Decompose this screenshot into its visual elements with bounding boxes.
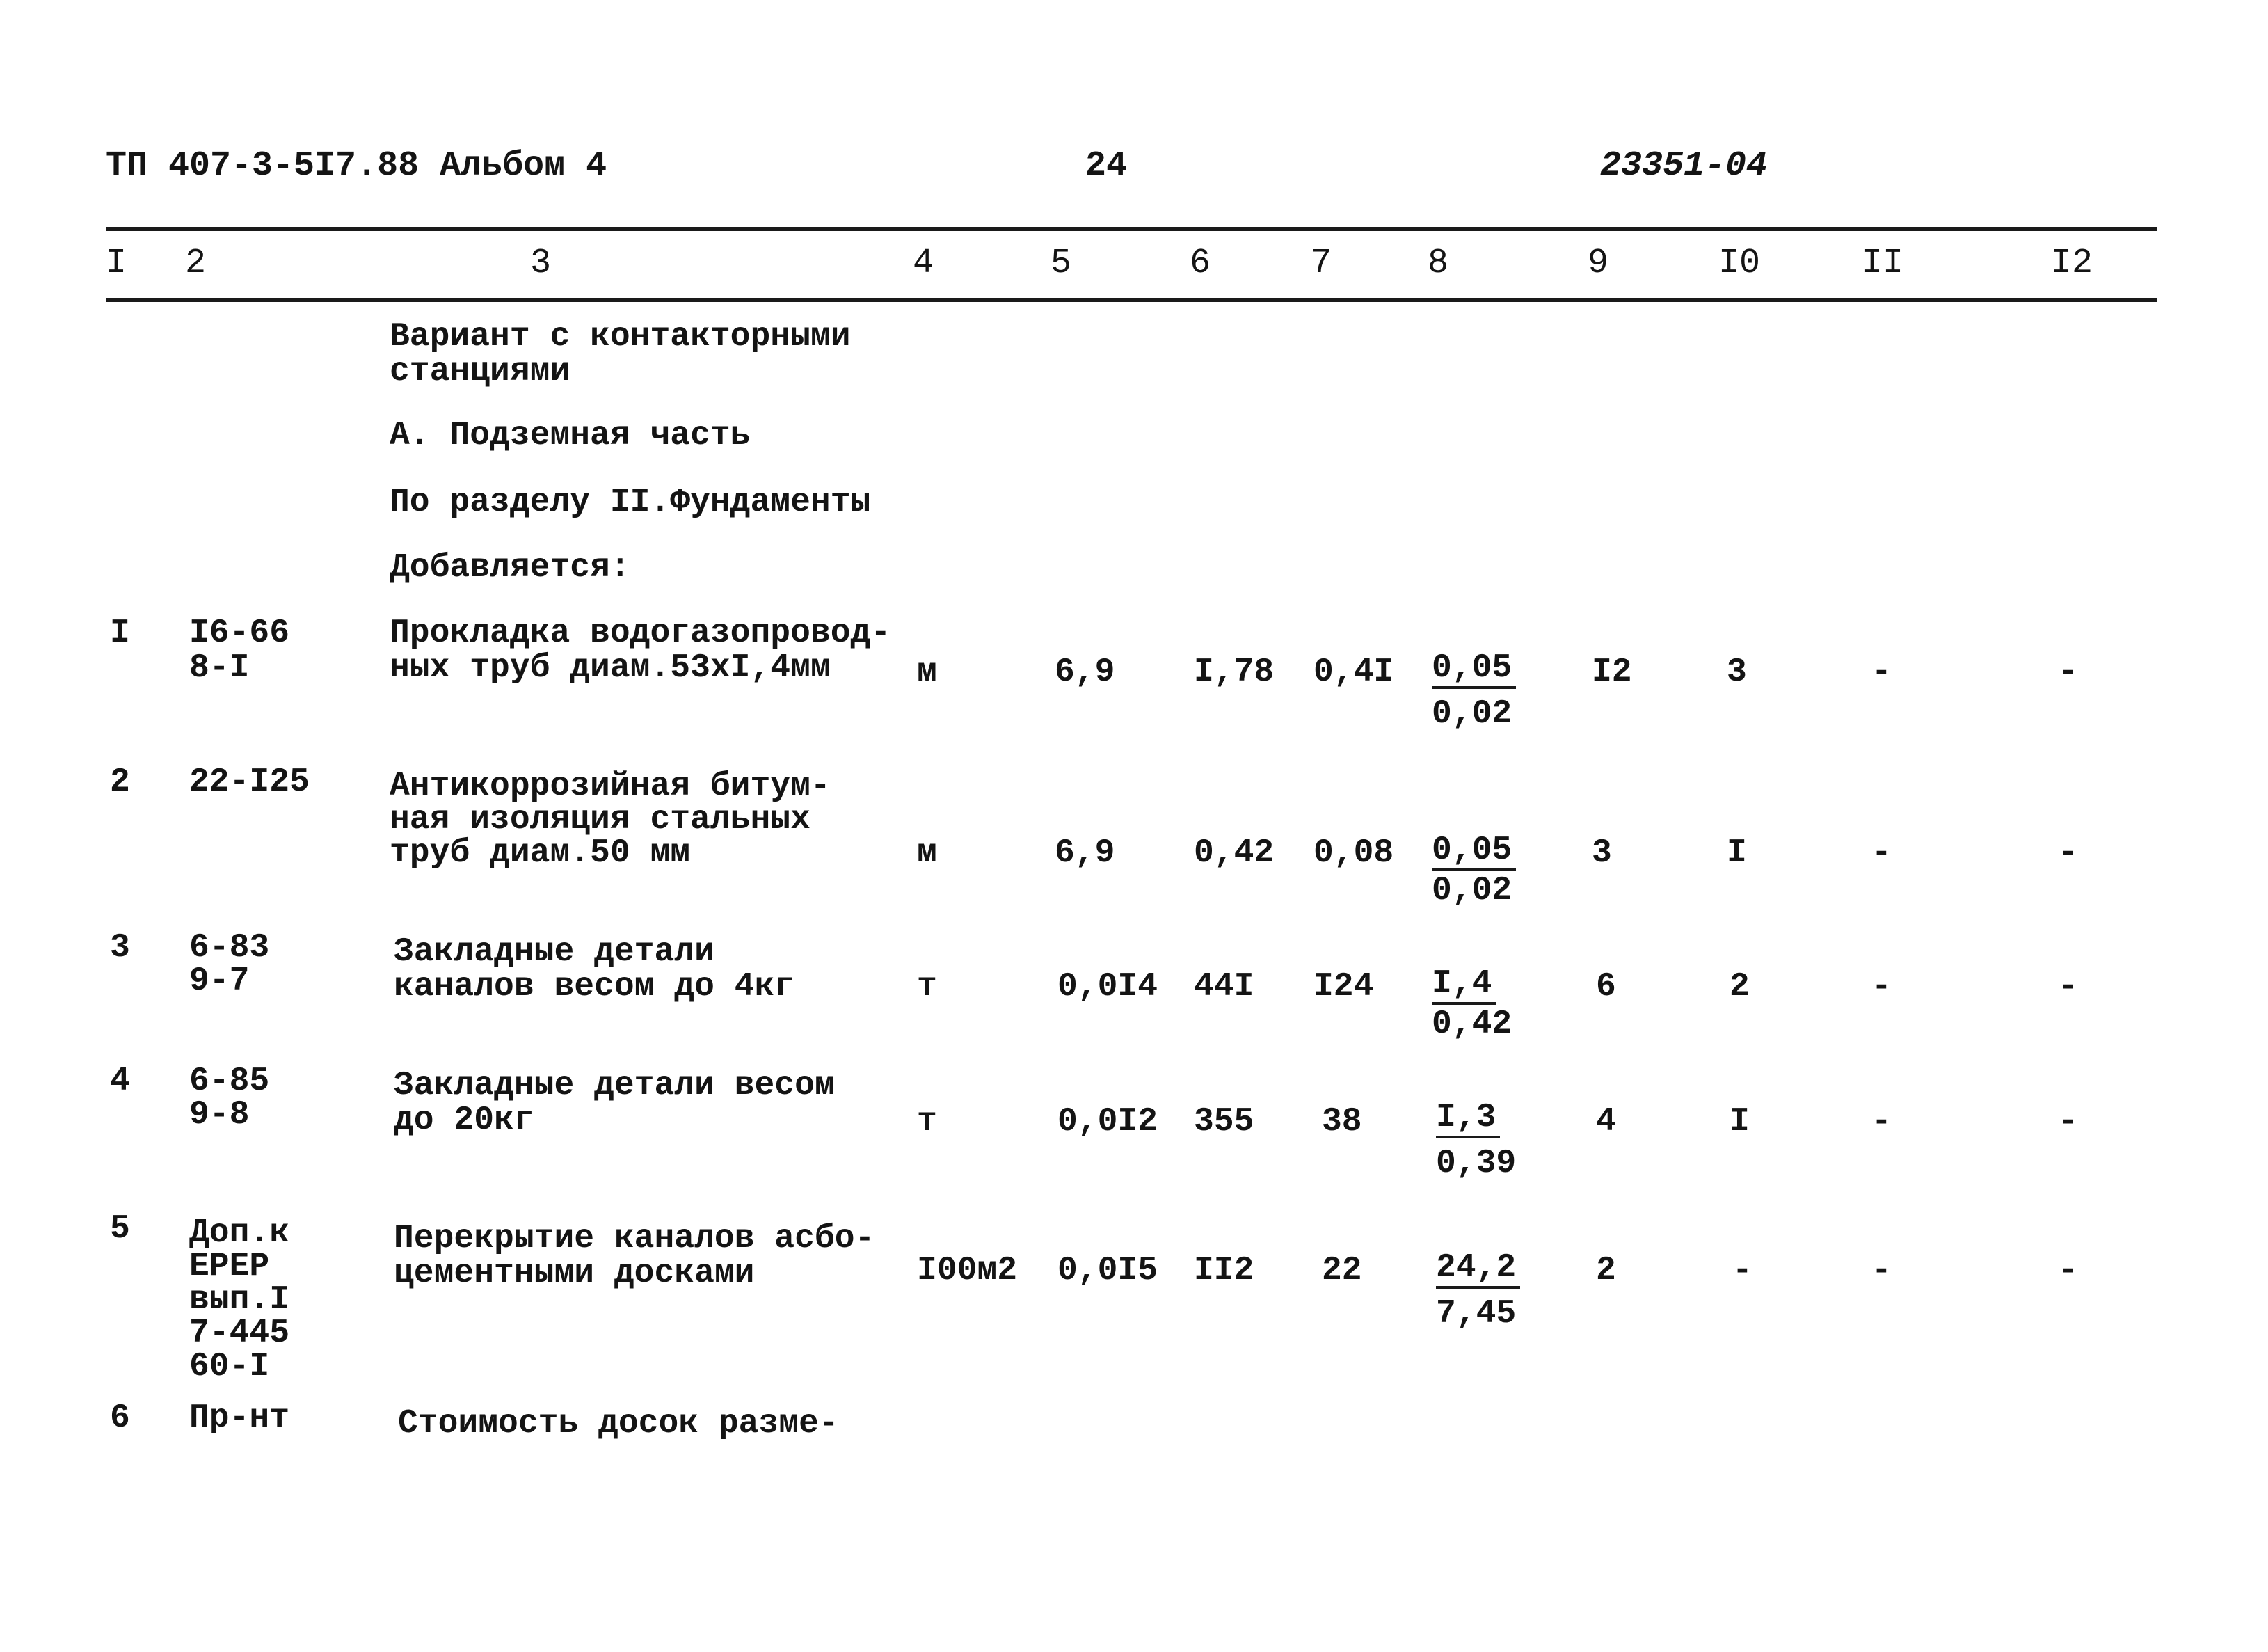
row-col9: I2	[1592, 653, 1632, 691]
row-unit: м	[917, 653, 937, 691]
variant-heading-line1: Вариант с контакторными	[390, 318, 851, 356]
top-rule	[106, 227, 2157, 231]
row-unit: т	[917, 1103, 937, 1141]
row-col8-fraction	[1432, 832, 1516, 910]
row-code-line: 8-I	[189, 649, 250, 687]
row-quantity: 6,9	[1055, 834, 1115, 872]
row-quantity: 0,0I4	[1057, 968, 1158, 1006]
row-code-line: ЕРЕР	[189, 1248, 270, 1285]
row-code-line: Доп.к	[189, 1214, 290, 1252]
header-bottom-rule	[106, 298, 2157, 302]
row-col10: 2	[1730, 968, 1750, 1006]
row-code-line: 6-85	[189, 1063, 270, 1100]
row-code-line: вып.I	[189, 1281, 290, 1319]
row-col7: 0,4I	[1313, 653, 1394, 691]
row-col10: -	[1732, 1252, 1752, 1289]
row-code-line: Пр-нт	[189, 1399, 290, 1437]
row-description-line: каналов весом до 4кг	[394, 968, 795, 1006]
row-unit: м	[917, 834, 937, 872]
col-header-9: 9	[1588, 244, 1609, 283]
col-header-12: I2	[2051, 244, 2093, 283]
row-col11: -	[1871, 1252, 1892, 1289]
fraction-denominator: 0,02	[1432, 695, 1512, 733]
fraction-denominator: 7,45	[1436, 1295, 1517, 1333]
row-col12: -	[2058, 1103, 2078, 1141]
row-quantity: 6,9	[1055, 653, 1115, 691]
row-col7: 22	[1322, 1252, 1362, 1289]
row-col8-fraction	[1432, 966, 1512, 1044]
col-header-2: 2	[185, 244, 207, 283]
col-header-7: 7	[1311, 244, 1332, 283]
row-unit: т	[917, 968, 937, 1006]
row-description-line: ная изоляция стальных	[390, 801, 810, 839]
row-description-line: Прокладка водогазопровод-	[390, 614, 891, 652]
row-col6: I,78	[1194, 653, 1275, 691]
fraction-denominator: 0,02	[1432, 872, 1512, 910]
col-header-6: 6	[1190, 244, 1211, 283]
row-col8-fraction	[1432, 650, 1516, 733]
col-header-10: I0	[1718, 244, 1761, 283]
row-number: 5	[110, 1210, 130, 1248]
row-col12: -	[2058, 968, 2078, 1006]
part-heading: А. Подземная часть	[390, 417, 751, 454]
row-col10: 3	[1727, 653, 1747, 691]
row-description-line: труб диам.50 мм	[390, 834, 691, 872]
row-number: 3	[110, 929, 130, 967]
col-header-11: II	[1862, 244, 1904, 283]
row-col12: -	[2058, 653, 2078, 691]
row-description-line: Стоимость досок разме-	[398, 1405, 839, 1443]
row-col10: I	[1727, 834, 1747, 872]
fraction-denominator: 0,42	[1432, 1006, 1512, 1043]
row-code-line: 22-I25	[189, 763, 310, 801]
row-quantity: 0,0I5	[1057, 1252, 1158, 1289]
row-col9: 4	[1596, 1103, 1616, 1141]
section-heading: По разделу II.Фундаменты	[390, 484, 871, 521]
row-description-line: цементными досками	[394, 1255, 755, 1292]
row-code-line: 6-83	[189, 929, 270, 967]
page-number: 24	[1085, 146, 1128, 186]
added-heading: Добавляется:	[390, 549, 630, 587]
fraction-denominator: 0,39	[1436, 1145, 1517, 1182]
row-description-line: ных труб диам.53хI,4мм	[390, 649, 831, 687]
row-col9: 6	[1596, 968, 1616, 1006]
row-col6: II2	[1194, 1252, 1254, 1289]
row-description-line: Закладные детали весом	[394, 1067, 835, 1104]
col-header-4: 4	[913, 244, 934, 283]
fraction-numerator: I,3	[1436, 1099, 1500, 1138]
row-number: I	[110, 614, 130, 652]
variant-heading-line2: станциями	[390, 353, 570, 390]
row-number: 6	[110, 1399, 130, 1437]
row-description-line: Закладные детали	[394, 933, 714, 971]
fraction-numerator: 0,05	[1432, 832, 1516, 871]
row-description-line: Перекрытие каналов асбо-	[394, 1220, 875, 1257]
row-number: 4	[110, 1063, 130, 1100]
row-col8-fraction	[1436, 1250, 1520, 1333]
row-col7: 38	[1322, 1103, 1362, 1141]
row-code-line: 60-I	[189, 1348, 270, 1385]
row-description-line: Антикоррозийная битум-	[390, 768, 831, 805]
row-unit: I00м2	[917, 1252, 1018, 1289]
row-number: 2	[110, 763, 130, 801]
col-header-5: 5	[1051, 244, 1072, 283]
row-col7: 0,08	[1313, 834, 1394, 872]
col-header-3: 3	[530, 244, 552, 283]
row-col6: 0,42	[1194, 834, 1275, 872]
col-header-8: 8	[1428, 244, 1449, 283]
row-col6: 355	[1194, 1103, 1254, 1141]
row-code-line: 9-8	[189, 1096, 250, 1134]
document-code: 23351-04	[1600, 146, 1768, 186]
row-code-line: I6-66	[189, 614, 290, 652]
row-col11: -	[1871, 653, 1892, 691]
row-col11: -	[1871, 968, 1892, 1006]
row-col7: I24	[1313, 968, 1374, 1006]
row-code-line: 7-445	[189, 1315, 290, 1352]
row-code-line: 9-7	[189, 962, 250, 1000]
row-col9: 2	[1596, 1252, 1616, 1289]
row-col9: 3	[1592, 834, 1612, 872]
fraction-numerator: 0,05	[1432, 650, 1516, 689]
row-col11: -	[1871, 1103, 1892, 1141]
row-col10: I	[1730, 1103, 1750, 1141]
row-col8-fraction	[1436, 1099, 1516, 1183]
row-description-line: до 20кг	[394, 1102, 534, 1139]
col-header-1: I	[106, 244, 127, 283]
row-col12: -	[2058, 834, 2078, 872]
row-col12: -	[2058, 1252, 2078, 1289]
row-quantity: 0,0I2	[1057, 1103, 1158, 1141]
fraction-numerator: 24,2	[1436, 1250, 1520, 1289]
row-col6: 44I	[1194, 968, 1254, 1006]
row-col11: -	[1871, 834, 1892, 872]
document-title: ТП 407-3-5I7.88 Альбом 4	[106, 146, 607, 186]
fraction-numerator: I,4	[1432, 966, 1496, 1005]
